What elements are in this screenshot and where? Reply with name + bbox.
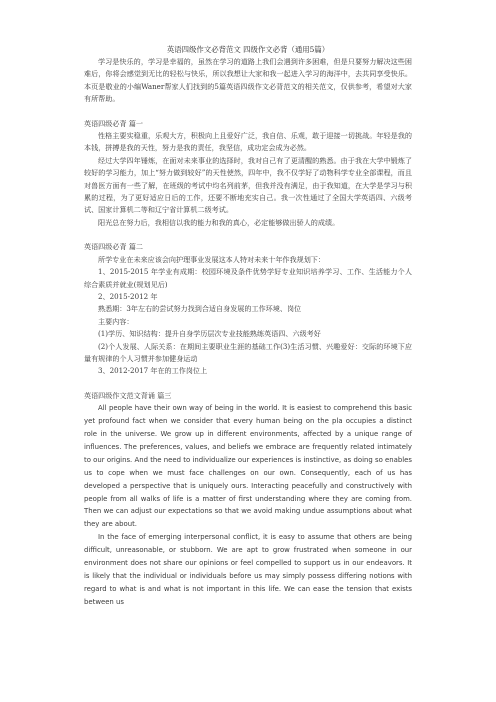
section2-line: (2)个人发展、人际关系：在期间主要职业生涯的基础工作(3)生活习惯、兴趣爱好：交际的环境下应量有规律的个人习惯并参加健身运动: [84, 341, 412, 363]
section2-line: 主要内容：: [98, 316, 134, 326]
section2: [84, 241, 412, 377]
section3-paragraph: All people have their own way of being in the world. It is easiest to comprehend this basic yet profound fact when we consider that every human being on the pla occupies a distinct role in the universe. We grow up in different environments, affected by a unique range of influences. The preferences, values, and beliefs we embrace are frequently related intimately to our origins. And the need to individualize our experiences is instinctive, as doing so enables us to cope when we must face challenges on our own. Consequently, each of us has developed a perspective that is uniquely ours. Interacting peacefully and constructively with people from all walks of life is a matter of first understanding where they are coming from. Then we can adjust our expectations so that we avoid making undue assumptions about what they are about.: [84, 404, 412, 529]
intro-paragraph: 学习是快乐的，学习是幸福的，虽然在学习的道路上我们会遇到许多困难，但是只要努力解决这些困难后，你将会感觉到无比的轻松与快乐，所以我想让大家和我一起进入学习的海洋中，去共同享受快乐。本页是敬业的小编Waner帮家人们找到的5篇英语四级作文必背范文的相关范文，仅供参考，希望对大家有所帮助。: [84, 57, 412, 104]
section3-paragraph: In the face of emerging interpersonal conflict, it is easy to assume that others are being difficult, unreasonable, or stubborn. We are apt to grow frustrated when someone in our environment does not share our opinions or feel compelled to support us in our endeavors. It is likely that the individual or individuals before us may simply possess differing notions with regard to what is and what is not important in this life. We can ease the tension that exists between us: [84, 533, 412, 606]
section2-line: 1、2015-2015 年学业有成期：校园环境及条件优势学好专业知识培养学习、工作、生活能力个人综合素质并就业(规划见后): [84, 267, 412, 289]
section1-paragraph: 阳光总在努力后，我相信以我的能力和我的真心，必定能够做出骄人的成绩。: [98, 217, 340, 227]
section2-line: 所学专业在未来应该会向护理事业发展这本人特对未来十年作我规划下：: [98, 254, 325, 264]
section2-line: 2、2015-2012 年: [98, 291, 158, 301]
document-title: 英语四级作文必背范文 四级作文必背（通用5篇）: [166, 45, 330, 54]
section2-line: 熟悉期：3年左右的尝试努力找到合适自身发展的工作环境、岗位: [98, 304, 302, 314]
section1-paragraph: 经过大学四年锤炼，在面对未来事业的选择时，我对自己有了更清醒的熟悉。由于我在大学中锻炼了较好的学习能力，加上“努力做到较好”的天性使然，四年中，我不仅学好了动物科学专业全部课程，而且对兽医方面有一些了解，在班级的考试中均名列前茅，但我并没有满足，由于我知道，在大学是学习与积累的过程，为了更好适应日后的工作，还要不断地充实自己。我一次性通过了全国大学英语四、六级考试、国家计算机二等和辽宁省计算机二级考试。: [84, 155, 412, 215]
section3-heading: 英语四级作文范文背诵 篇三: [84, 390, 172, 400]
section1-paragraph: 性格主要实稳重，乐观大方，积极向上且爱好广泛，我自信、乐观，敢于迎接一切挑战。年轻是我的本钱，拼搏是我的天性，努力是我的责任，我坚信，成功定会成为必然。: [84, 131, 412, 153]
section1-heading: 英语四级必背 篇一: [84, 118, 144, 128]
section2-line: 3、2012-2017 年在的工作岗位上: [98, 366, 208, 376]
section2-line: (1)学历、知识结构：提升自身学历层次专业技能熟练英语四、六级考好: [98, 329, 321, 339]
section2-heading: 英语四级必背 篇二: [84, 242, 144, 252]
